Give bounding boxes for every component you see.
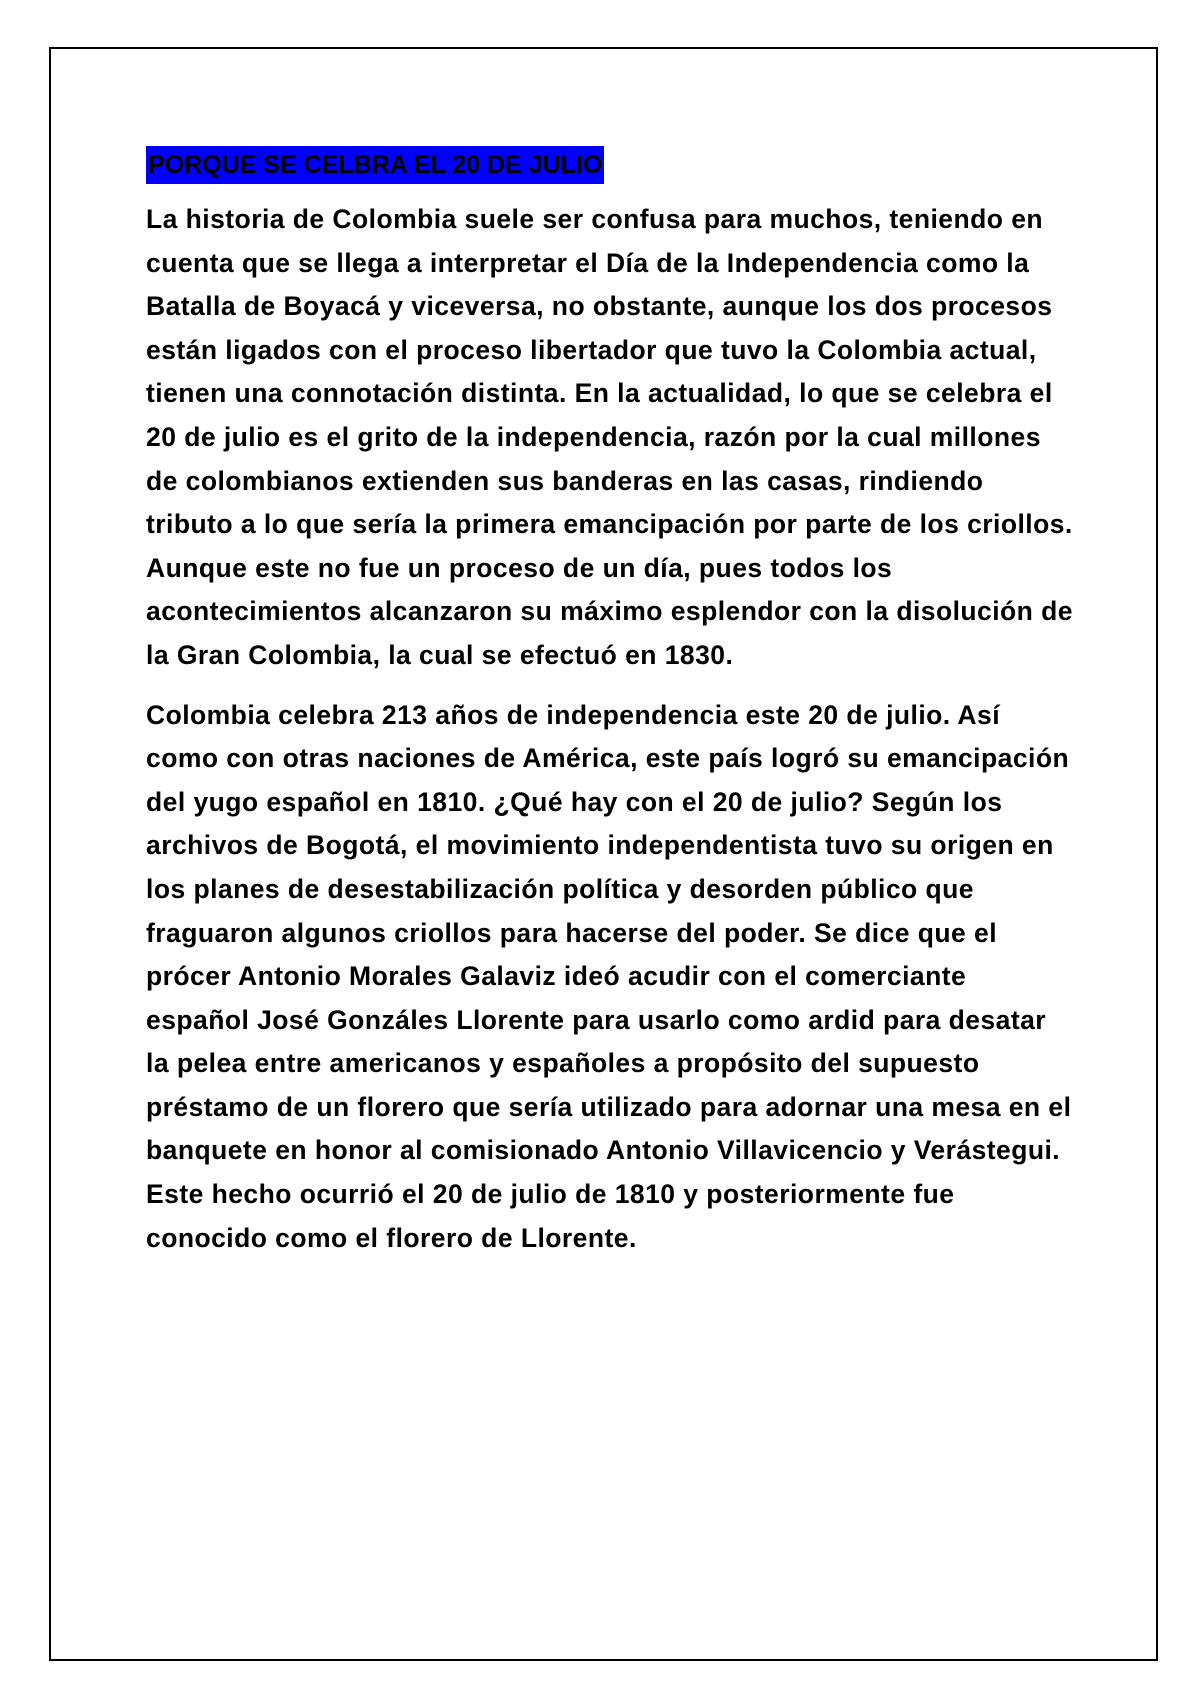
document-title: PORQUE SE CELBRA EL 20 DE JULIO [146, 146, 604, 184]
paragraph-history: La historia de Colombia suele ser confusa para muchos, teniendo en cuenta que se llega a interpretar el Día de la Independencia como la Batalla de Boyacá y viceversa, no obstante, aunque los dos procesos están ligados con el proceso libertador que tuvo la Colombia actual, tienen una connotación distinta. En la actualidad, lo que se celebra el 20 de julio es el grito de la independencia, razón por la cual millones de colombianos extienden sus banderas en las casas, rindiendo tributo a lo que sería la primera emancipación por parte de los criollos. Aunque este no fue un proceso de un día, pues todos los acontecimientos alcanzaron su máximo esplendor con la disolución de la Gran Colombia, la cual se efectuó en 1830. [146, 204, 1073, 670]
document-body [146, 146, 1076, 1276]
paragraph-florero: Colombia celebra 213 años de independencia este 20 de julio. Así como con otras naciones de América, este país logró su emancipación del yugo español en 1810. ¿Qué hay con el 20 de julio? Según los archivos de Bogotá, el movimiento independentista tuvo su origen en los planes de desestabilización política y desorden público que fraguaron algunos criollos para hacerse del poder. Se dice que el prócer Antonio Morales Galaviz ideó acudir con el comerciante español José Gonzáles Llorente para usarlo como ardid para desatar la pelea entre americanos y españoles a propósito del supuesto préstamo de un florero que sería utilizado para adornar una mesa en el banquete en honor al comisionado Antonio Villavicencio y Verástegui. Este hecho ocurrió el 20 de julio de 1810 y posteriormente fue conocido como el florero de Llorente. [146, 699, 1072, 1253]
